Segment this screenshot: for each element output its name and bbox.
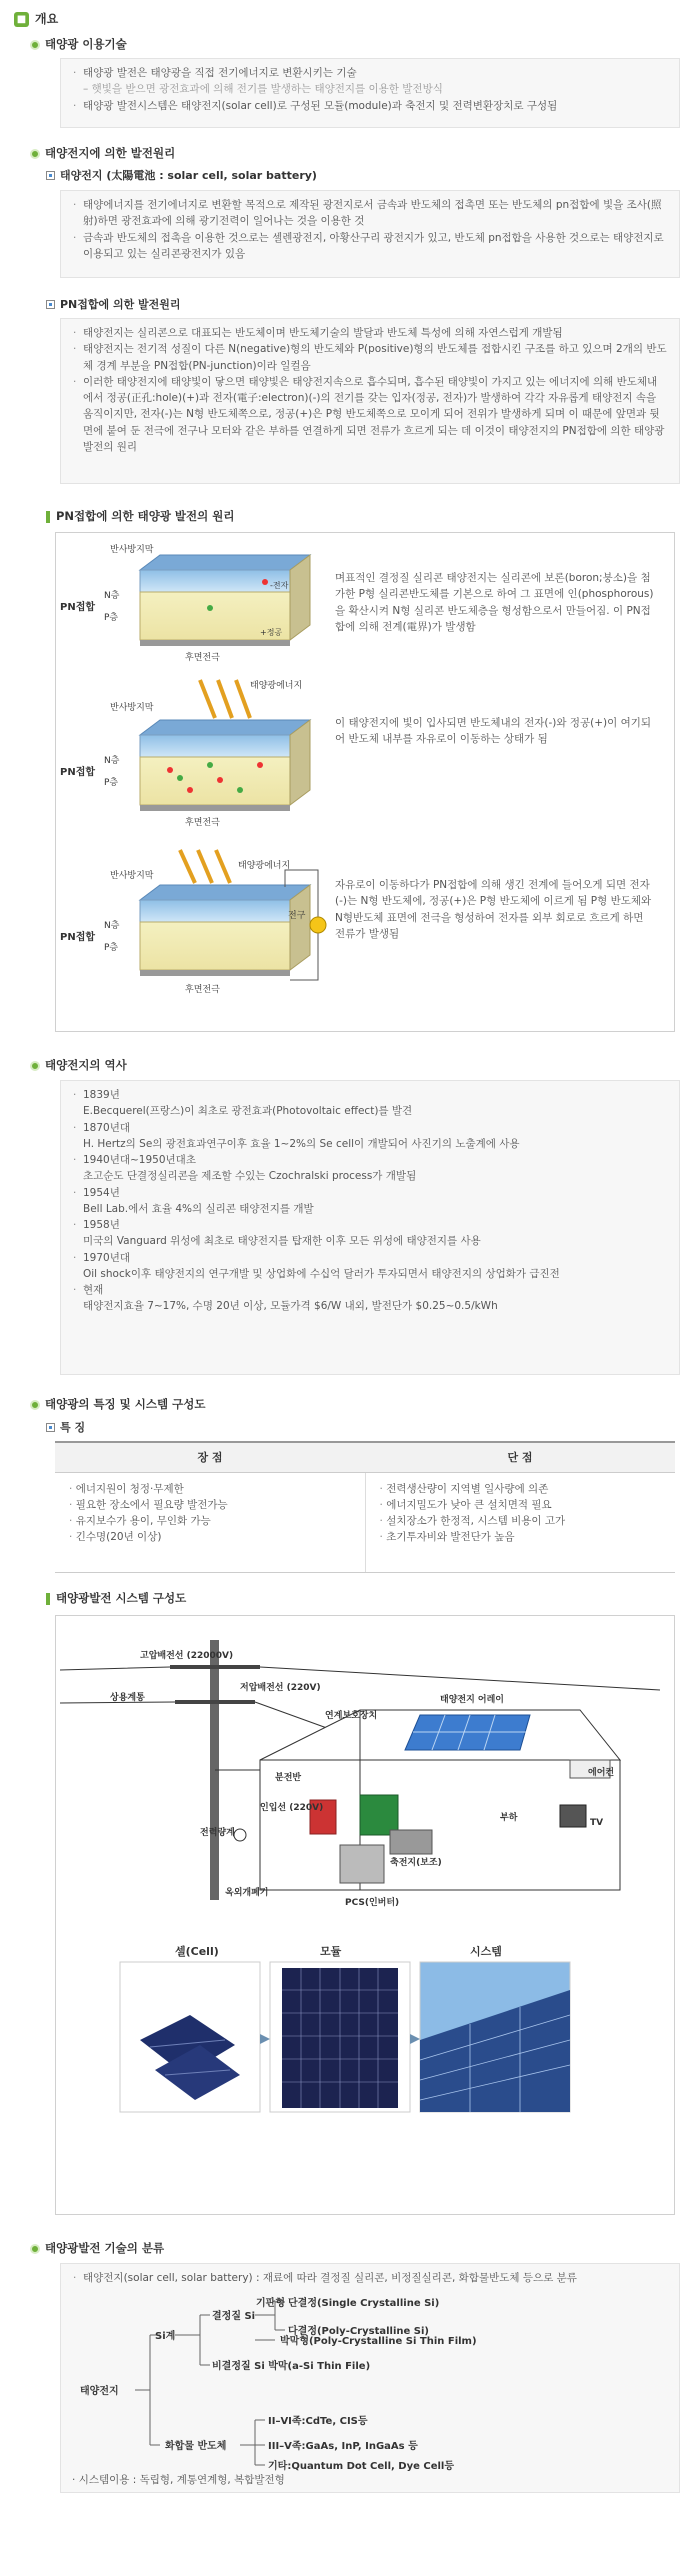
battery	[390, 1830, 432, 1854]
label-array: 태양전지 어레이	[440, 1695, 504, 1705]
system-photo	[420, 1962, 570, 2112]
label-pn-2: PN접합	[60, 767, 96, 778]
sys-title: 태양광발전 시스템 구성도	[46, 1590, 186, 1608]
label-back-1: 후면전극	[185, 653, 220, 663]
feat-table	[55, 1441, 675, 1573]
pn-desc-1: 며표적인 결정질 실리콘 태양전지는 실리콘에 보론(boron;붕소)을 첨가한 P형 실리콘반도체를 기본으로 하여 그 표면에 인(phosphorous)을 확산시켜 N형 실리콘 반도체층을 형성함으로서 만들어짐. 이 PN접합에 의해 전계(電界)가 발생함	[335, 572, 654, 633]
adv-item: · 긴수명(20년 이상)	[69, 1529, 351, 1545]
dis-item: · 전력생산량이 지역별 일사량에 의존	[380, 1481, 662, 1497]
label-ac: 에어컨	[588, 1768, 615, 1778]
s2-sub2-item: · 태양전지는 전기적 성질이 다른 N(negative)형의 반도체와 P(positive)형의 반도체를 접합시킨 구조를 하고 있으며 2개의 반도체 경계 부분을 PN접합(PN-junction)이라 일컬음	[73, 341, 667, 374]
pn-cell-2	[140, 680, 310, 811]
adv-item: · 유지보수가 용이, 무인화 가능	[69, 1513, 351, 1529]
pn-desc-3: 자유로이 이동하다가 PN접합에 의해 생긴 전계에 들어오게 되면 전자(-)는 N형 반도체에, 정공(+)은 P형 반도체에 이르게 됨 P형 반도체와 N형반도체 표면에 전극을 형성하여 전자를 외부 회로로 흐르게 하면 전류가 발생됨	[335, 879, 652, 940]
s1-item: – 햇빛을 받으면 광전효과에 의해 전기를 발생하는 태양전지를 이용한 발전방식	[83, 83, 443, 96]
label-tv: TV	[590, 1818, 604, 1828]
label-pcs: PCS(인버터)	[345, 1898, 400, 1908]
hist-item: · 1954년 Bell Lab.에서 효율 4%의 실리콘 태양전지를 개발	[73, 1185, 667, 1218]
label-sun-2: 태양광에너지	[250, 681, 303, 691]
cls-top-item: · 태양전지(solar cell, solar battery) : 재료에 따라 결정질 실리콘, 비정질실리콘, 화합물반도체 등으로 분류	[73, 2270, 667, 2286]
s2-sub2-item: · 태양전지는 실리콘으로 대표되는 반도체이며 반도체기술의 발달과 반도체 특성에 의해 자연스럽게 개발됨	[73, 325, 667, 341]
s1-item: · 태양광 발전시스템은 태양전지(solar cell)로 구성된 모듈(module)과 축전지 및 전력변환장치로 구성됨	[73, 98, 667, 114]
label-pn-3: PN접합	[60, 932, 96, 943]
cls-c2: III–V족:GaAs, InP, InGaAs 등	[268, 2441, 418, 2452]
s1-box	[60, 58, 680, 128]
module-photo	[270, 1962, 410, 2112]
label-batt: 축전지(보조)	[390, 1858, 442, 1868]
label-bulb: 전구	[288, 911, 306, 921]
label-meter: 전력량계	[200, 1828, 235, 1838]
cls-tree	[60, 2290, 680, 2475]
label-hv: 고압배전선 (22000V)	[140, 1651, 234, 1661]
green-dot-icon	[30, 149, 40, 159]
label-back-3: 후면전극	[185, 985, 220, 995]
pn-cell-1	[140, 555, 310, 646]
adv-item: · 에너지원이 청정·무제한	[69, 1481, 351, 1497]
s2-sub2-title: PN접합에 의한 발전원리	[46, 296, 181, 313]
s2-sub1-item: · 태양에너지를 전기에너지로 변환할 목적으로 제작된 광전지로서 금속과 반도체의 접촉면 또는 반도체의 pn접합에 빛을 조사(照射)하면 광전효과에 의해 광기전력이 일어나는 것을 이용한 것	[73, 197, 667, 230]
label-electron: -전자	[270, 581, 289, 590]
s2-sub1-title: 태양전지 (太陽電池 : solar cell, solar battery)	[46, 167, 317, 184]
s1-title: 태양광 이용기술	[30, 36, 127, 54]
protection-device	[360, 1795, 398, 1835]
cls-c3: 기타:Quantum Dot Cell, Dye Cell등	[268, 2461, 455, 2472]
cls-title: 태양광발전 기술의 분류	[30, 2240, 164, 2258]
label-n-1: N층	[104, 591, 120, 601]
adv-item: · 필요한 장소에서 필요량 발전가능	[69, 1497, 351, 1513]
cls-poly: 다결정(Poly-Crystalline Si)	[288, 2326, 429, 2337]
feat-sub-title: 특 징	[46, 1419, 85, 1436]
label-ar-1: 반사방지막	[110, 545, 154, 555]
hist-item: · 1870년대 H. Hertz의 Se의 광전효과연구이후 효율 1~2%의 Se cell이 개발되어 사진기의 노출계에 사용	[73, 1120, 667, 1153]
green-dot-icon	[30, 1400, 40, 1410]
hist-item: · 1970년대 Oil shock이후 태양전지의 연구개발 및 상업화에 수십억 달러가 투자되면서 태양전지의 상업화가 급진전	[73, 1250, 667, 1283]
cls-c1: II–VI족:CdTe, CIS등	[268, 2416, 368, 2427]
title-bar-icon	[46, 511, 50, 523]
hist-item: · 현재 태양전지효율 7~17%, 수명 20년 이상, 모듈가격 $6/W 내외, 발전단가 $0.25~0.5/kWh	[73, 1282, 667, 1315]
s2-sub1-item: · 금속과 반도체의 접촉을 이용한 것으로는 셀렌광전지, 아황산구리 광전지가 있고, 반도체 pn접합을 사용한 것으로는 태양전지로 이용되고 있는 실리콘광전지가 있음	[73, 230, 667, 263]
s2-sub2-box	[60, 318, 680, 484]
label-n-3: N층	[104, 921, 120, 931]
label-hole: +정공	[260, 628, 283, 637]
label-p-3: P층	[104, 943, 119, 953]
hist-box	[60, 1080, 680, 1375]
cls-si: Si계	[155, 2331, 176, 2342]
label-grid: 상용계통	[110, 1693, 145, 1703]
section-title: ■ 개요	[14, 10, 58, 29]
label-pn-1: PN접합	[60, 602, 96, 613]
feat-title: 태양광의 특징 및 시스템 구성도	[30, 1396, 205, 1414]
s2-sub2-item: · 이러한 태양전지에 태양빛이 닿으면 태양빛은 태양전지속으로 흡수되며, 흡수된 태양빛이 가지고 있는 에너지에 의해 반도체내에서 정공(正孔:hole)(+)과 전자(電子:electron)(-)의 전기를 갖는 입자(정공, 전자)가 발생하여 각각 자유롭게 태양전지 속을 움직이지만, 전자(-)는 N형 반도체쪽으로, 정공(+)은 P형 반도체쪽으로 모이게 되어 전위가 발생하게 되며 이 때문에 앞면과 뒷면에 붙여 둔 전극에 전구나 모터와 같은 부하를 연결하게 되면 전류가 흐르게 되는 데 이것이 태양전지의 PN접합에 의한 태양광발전의 원리	[73, 374, 667, 455]
s1-item: · 태양광 발전은 태양광을 직접 전기에너지로 변환시키는 기술	[73, 65, 667, 81]
hist-item: · 1839년 E.Becquerel(프랑스)이 최초로 광전효과(Photovoltaic effect)를 발견	[73, 1087, 667, 1120]
cls-single: 단결정(Single Crystalline Si)	[288, 2298, 440, 2309]
hist-item: · 1940년대~1950년대초 초고순도 단결정실리콘을 제조할 수있는 Czochralski process가 개발됨	[73, 1152, 667, 1185]
square-bullet-icon	[46, 1423, 55, 1432]
cls-bulk: 기판형	[256, 2298, 285, 2309]
label-p-1: P층	[104, 613, 119, 623]
title-bar-icon	[46, 1593, 50, 1605]
cls-compound: 화합물 반도체	[165, 2441, 227, 2452]
s2-sub1-box	[60, 190, 680, 278]
green-dot-icon	[30, 40, 40, 50]
pn-title: PN접합에 의한 태양광 발전의 원리	[46, 508, 234, 526]
pn-desc-2: 이 태양전지에 빛이 입사되면 반도체내의 전자(-)와 정공(+)이 여기되어 반도체 내부를 자유로이 이동하는 상태가 됨	[335, 717, 652, 746]
label-ar-2: 반사방지막	[110, 703, 154, 713]
label-prot: 연계보호장치	[325, 1711, 378, 1721]
label-load: 부하	[500, 1813, 518, 1823]
label-sun-3: 태양광에너지	[238, 861, 291, 871]
solar-array	[405, 1715, 530, 1750]
hist-title: 태양전지의 역사	[30, 1057, 127, 1075]
hist-item: · 1958년 미국의 Vanguard 위성에 최초로 태양전지를 탑재한 이후 모든 위성에 태양전지를 사용	[73, 1217, 667, 1250]
meter	[234, 1829, 246, 1841]
green-dot-icon	[30, 2244, 40, 2254]
dis-item: · 에너지밀도가 낮아 큰 설치면적 필요	[380, 1497, 662, 1513]
bullet-icon: ■	[14, 12, 29, 27]
green-dot-icon	[30, 1061, 40, 1071]
cls-thinfilm: 박막형(Poly-Crystalline Si Thin Film)	[280, 2336, 477, 2347]
caption-cell: 셀(Cell)	[175, 1945, 219, 1958]
cell-photo	[120, 1962, 260, 2112]
sys-diagram	[60, 1620, 670, 2210]
label-lv: 저압배전선 (220V)	[240, 1683, 321, 1693]
dis-header: 단 점	[365, 1442, 675, 1472]
cls-bottom: · 시스템이용 : 독립형, 계통연계형, 복합발전형	[72, 2474, 285, 2486]
label-back-2: 후면전극	[185, 818, 220, 828]
square-bullet-icon	[46, 300, 55, 309]
dis-item: · 설치장소가 한정적, 시스템 비용이 고가	[380, 1513, 662, 1529]
label-outdoor: 옥외개폐기	[225, 1888, 269, 1898]
label-inlead: 인입선 (220V)	[260, 1803, 324, 1813]
pcs-inverter	[340, 1845, 384, 1883]
label-ar-3: 반사방지막	[110, 871, 154, 881]
label-dist: 분전반	[275, 1773, 302, 1783]
pn-diagram	[60, 540, 340, 1030]
cls-root: 태양전지	[80, 2386, 119, 2397]
adv-header: 장 점	[55, 1442, 365, 1472]
dis-item: · 초기투자비와 발전단가 높음	[380, 1529, 662, 1545]
cls-bottom-text: 시스템이용 : 독립형, 계통연계형, 복합발전형	[78, 2474, 285, 2486]
label-p-2: P층	[104, 778, 119, 788]
cls-amorphous: 비결정질 Si 박막(a-Si Thin File)	[212, 2361, 371, 2372]
tv	[560, 1805, 586, 1827]
label-n-2: N층	[104, 756, 120, 766]
caption-system: 시스템	[470, 1945, 502, 1958]
caption-module: 모듈	[320, 1945, 342, 1958]
square-bullet-icon	[46, 171, 55, 180]
cls-crystalline: 결정질 Si	[212, 2311, 256, 2322]
s2-title: 태양전지에 의한 발전원리	[30, 145, 175, 163]
